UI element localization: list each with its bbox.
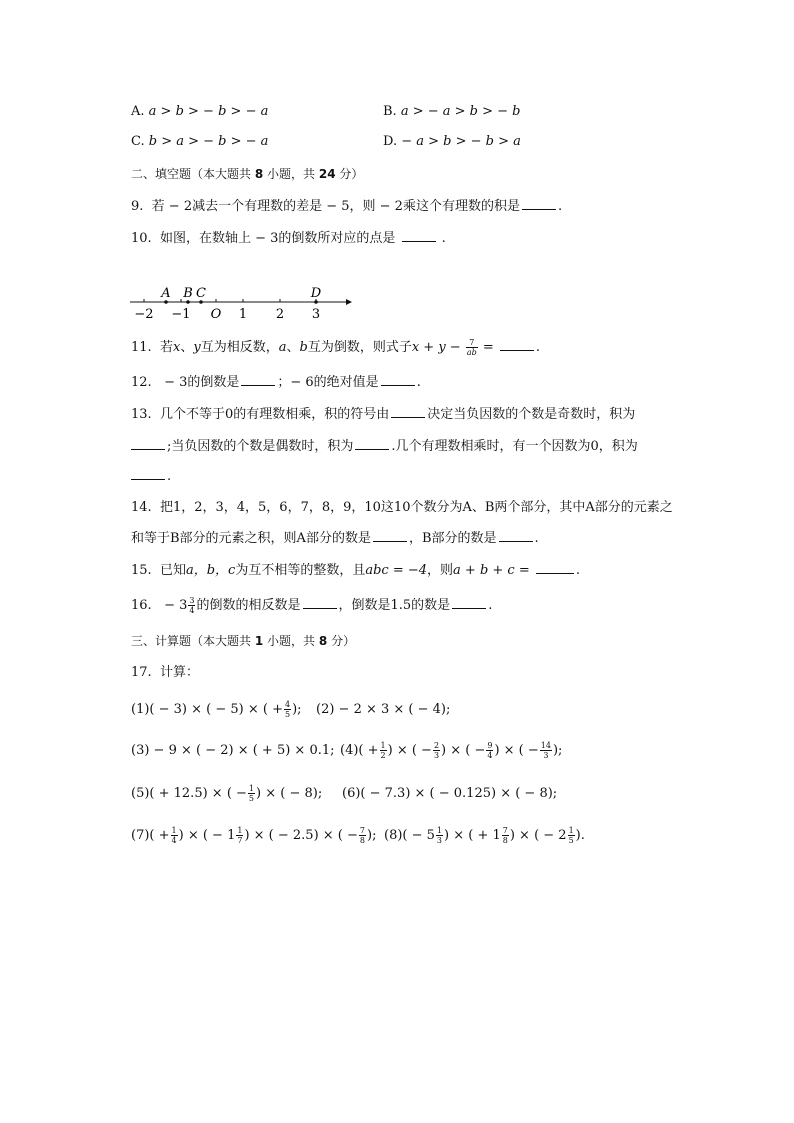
calc-expression: ). xyxy=(575,828,585,843)
question-number: 14. xyxy=(131,500,152,515)
question-text: ;当负因数的个数是偶数时，积为 xyxy=(167,439,354,454)
calc-item-5 xyxy=(131,784,322,804)
option-b xyxy=(383,102,521,122)
tick-label: 3 xyxy=(311,307,321,322)
point-label: D xyxy=(310,286,322,301)
tick-label: −2 xyxy=(134,307,154,322)
separator: 、 xyxy=(180,340,194,355)
question-number: 13. xyxy=(131,407,152,422)
answer-blank[interactable] xyxy=(402,228,436,242)
var-y: y xyxy=(193,340,201,355)
tick-label: O xyxy=(210,307,222,322)
fraction xyxy=(236,826,243,845)
expression: x + y − xyxy=(411,340,461,355)
calc-expression: ) × ( − xyxy=(441,743,486,758)
question-number: 11. xyxy=(131,340,152,355)
question-number: 9. xyxy=(131,199,144,214)
question-end: . xyxy=(441,231,446,246)
fraction-numerator: 1 xyxy=(568,826,574,835)
fraction-numerator: 7 xyxy=(466,338,478,348)
answer-blank[interactable] xyxy=(131,436,165,450)
calc-expression: ) × ( − 2 xyxy=(509,828,567,843)
question-text: 已知 xyxy=(159,563,186,578)
fraction-denominator: 2 xyxy=(380,751,386,760)
fraction xyxy=(171,826,178,845)
question-end: . xyxy=(575,563,581,578)
section-end-text: 分） xyxy=(331,634,356,648)
answer-blank[interactable] xyxy=(355,436,389,450)
section-mid-text: 小题，共 xyxy=(267,167,316,181)
fraction-denominator: 8 xyxy=(359,836,365,845)
fraction-denominator: 8 xyxy=(502,836,508,845)
expression: a + b + c = xyxy=(453,563,530,578)
question-number: 16. xyxy=(131,598,152,613)
option-d-expr: − a > b > − b > a xyxy=(401,134,521,149)
option-b-expr: a > − a > b > − b xyxy=(400,104,521,119)
fraction xyxy=(284,700,291,719)
calc-item-8 xyxy=(384,826,585,846)
option-c-expr: b > a > − b > − a xyxy=(148,134,269,149)
option-a-label: A. xyxy=(131,104,145,119)
fraction-denominator: 3 xyxy=(543,751,549,760)
question-end: . xyxy=(557,199,563,214)
calc-expression: ); xyxy=(552,743,563,758)
question-10 xyxy=(131,228,446,249)
fraction xyxy=(466,338,478,357)
calc-expression: ) × ( − 2.5) × ( − xyxy=(244,828,358,843)
calc-expression: (7)( + xyxy=(131,828,170,843)
question-end: . xyxy=(488,598,493,613)
fraction-numerator: 1 xyxy=(380,741,386,750)
question-text: 为互不相等的整数，且 xyxy=(235,563,366,578)
question-15 xyxy=(131,560,580,581)
question-text: ，B部分的数是 xyxy=(408,531,497,546)
section-heading-fill-blank xyxy=(131,164,363,184)
fraction xyxy=(380,741,387,760)
option-a xyxy=(131,102,268,122)
option-b-label: B. xyxy=(383,104,397,119)
fraction-numerator: 7 xyxy=(502,826,508,835)
calc-expression: ); xyxy=(292,702,302,717)
calc-expression: ); xyxy=(367,828,377,843)
section-score: 8 xyxy=(318,634,328,648)
question-14-line-1 xyxy=(131,498,673,518)
answer-blank[interactable] xyxy=(381,372,415,386)
number-line-figure xyxy=(126,282,356,322)
calc-expression: ) × ( − xyxy=(387,743,432,758)
separator: 、 xyxy=(286,340,300,355)
calc-expression: (5)( + 12.5) × ( − xyxy=(131,786,247,801)
question-11 xyxy=(131,337,540,358)
question-12 xyxy=(131,372,421,393)
fraction-denominator: 4 xyxy=(189,606,195,615)
fraction-denominator: 7 xyxy=(237,836,243,845)
question-number: 15. xyxy=(131,563,152,578)
calc-expression: (8)( − 5 xyxy=(384,828,435,843)
fraction-numerator: 2 xyxy=(433,741,440,750)
tick-label: −1 xyxy=(171,307,191,322)
point-label: B xyxy=(183,286,193,301)
question-text: .几个有理数相乘时，有一个因数为0，积为 xyxy=(391,439,638,454)
answer-blank[interactable] xyxy=(131,466,165,480)
question-number: 17. xyxy=(131,665,152,680)
fraction xyxy=(486,741,493,760)
fraction-numerator: 9 xyxy=(487,741,493,750)
question-end: . xyxy=(416,375,421,390)
calc-expression: ) × ( − 1 xyxy=(178,828,236,843)
calc-item-2 xyxy=(316,700,450,720)
question-13-line-1 xyxy=(131,404,635,425)
question-text: ，则 xyxy=(427,563,454,578)
question-text: 若 xyxy=(159,340,173,355)
answer-blank[interactable] xyxy=(452,595,486,609)
option-d xyxy=(383,132,521,152)
question-end: . xyxy=(535,340,541,355)
answer-blank[interactable] xyxy=(303,595,337,609)
section-title-text: 三、计算题（本大题共 xyxy=(131,634,252,648)
section-count: 1 xyxy=(254,634,264,648)
question-text: 决定当负因数的个数是奇数时，积为 xyxy=(427,407,636,422)
calc-expression: ) × ( − 8); xyxy=(256,786,323,801)
fraction-numerator: 3 xyxy=(189,596,195,605)
question-17 xyxy=(131,663,199,683)
section-score: 24 xyxy=(318,167,336,181)
question-text: 几个不等于0的有理数相乘，积的符号由 xyxy=(159,407,390,422)
option-c-label: C. xyxy=(131,134,145,149)
var-a: a xyxy=(278,340,287,355)
question-end: . xyxy=(167,469,172,484)
calc-item-7 xyxy=(131,826,376,846)
answer-blank[interactable] xyxy=(499,528,533,542)
section-mid-text: 小题，共 xyxy=(267,634,316,648)
variables: a，b，c xyxy=(185,563,236,578)
question-text: ，倒数是1.5的数是 xyxy=(338,598,451,613)
question-number: 12. xyxy=(131,375,152,390)
calc-item-4 xyxy=(340,741,562,761)
expression: abc = −4 xyxy=(365,563,428,578)
fraction-numerator: 7 xyxy=(359,826,365,835)
answer-blank[interactable] xyxy=(373,528,407,542)
question-number: 10. xyxy=(131,231,152,246)
section-end-text: 分） xyxy=(339,167,364,181)
question-16 xyxy=(131,595,492,616)
calc-item-6 xyxy=(342,784,557,804)
fraction-numerator: 4 xyxy=(284,700,291,709)
fraction-numerator: 1 xyxy=(171,826,177,835)
point-label: C xyxy=(196,286,206,301)
calc-expression: ) × ( − xyxy=(494,743,539,758)
question-text: 和等于B部分的元素之积，则A部分的数是 xyxy=(131,531,371,546)
question-text: 计算： xyxy=(159,665,199,680)
fraction-denominator: 5 xyxy=(284,710,291,719)
tick-label: 1 xyxy=(238,307,248,322)
option-c xyxy=(131,132,268,152)
question-text: ；− 6的绝对值是 xyxy=(277,375,379,390)
question-text: 的倒数的相反数是 xyxy=(196,598,301,613)
fraction xyxy=(248,784,255,803)
answer-blank[interactable] xyxy=(391,404,425,418)
question-text: − 3的倒数是 xyxy=(164,375,240,390)
fraction xyxy=(433,741,440,760)
question-text: 若 − 2减去一个有理数的差是 − 5，则 − 2乘这个有理数的积是 xyxy=(151,199,520,214)
fraction-denominator: ab xyxy=(466,348,477,357)
option-a-expr: a > b > − b > − a xyxy=(148,104,269,119)
fraction xyxy=(188,596,195,615)
var-x: x xyxy=(172,340,181,355)
fraction-denominator: 3 xyxy=(433,751,440,760)
question-text: 把1，2，3，4，5，6，7，8，9，10这10个数分为A、B两个部分，其中A部分的元素之 xyxy=(159,500,673,515)
fraction-numerator: 1 xyxy=(436,826,443,835)
fraction-denominator: 3 xyxy=(436,836,443,845)
question-14-line-2 xyxy=(131,528,539,549)
section-count: 8 xyxy=(254,167,264,181)
calc-expression: (6)( − 7.3) × ( − 0.125) × ( − 8); xyxy=(342,786,558,801)
point-label: A xyxy=(161,286,171,301)
fraction-numerator: 1 xyxy=(248,784,255,793)
fraction xyxy=(436,826,443,845)
calc-expression: ) × ( + 1 xyxy=(444,828,501,843)
fraction-denominator: 4 xyxy=(171,836,177,845)
fraction-denominator: 4 xyxy=(487,751,493,760)
calc-expression: (1)( − 3) × ( − 5) × ( + xyxy=(131,702,283,717)
answer-blank[interactable] xyxy=(241,372,275,386)
fraction-numerator: 14 xyxy=(540,741,551,750)
section-heading-calculation xyxy=(131,631,355,651)
equals-sign: = xyxy=(482,340,494,355)
question-text: 如图，在数轴上 − 3的倒数所对应的点是 xyxy=(159,231,396,246)
question-end: . xyxy=(534,531,539,546)
question-9 xyxy=(131,196,562,217)
calc-expression: (3) − 9 × ( − 2) × ( + 5) × 0.1; xyxy=(131,743,335,758)
mixed-number-whole: − 3 xyxy=(164,598,188,613)
question-text: 互为相反数， xyxy=(200,340,279,355)
fraction xyxy=(502,826,509,845)
fraction-denominator: 5 xyxy=(248,794,255,803)
calc-item-3 xyxy=(131,741,335,761)
answer-blank[interactable] xyxy=(522,196,556,210)
fraction xyxy=(568,826,575,845)
fraction-denominator: 5 xyxy=(568,836,574,845)
fraction xyxy=(359,826,366,845)
arrow-icon xyxy=(346,299,352,305)
answer-blank[interactable] xyxy=(500,337,534,351)
section-title-text: 二、填空题（本大题共 xyxy=(131,167,252,181)
fraction xyxy=(540,741,552,760)
calc-item-1 xyxy=(131,700,302,720)
calc-expression: (2) − 2 × 3 × ( − 4); xyxy=(316,702,451,717)
answer-blank[interactable] xyxy=(536,560,574,574)
question-text: 互为倒数，则式子 xyxy=(307,340,412,355)
option-d-label: D. xyxy=(383,134,398,149)
tick-label: 2 xyxy=(275,307,285,322)
fraction-numerator: 1 xyxy=(237,826,243,835)
question-13-line-3 xyxy=(131,466,171,487)
var-b: b xyxy=(299,340,308,355)
calc-expression: (4)( + xyxy=(340,743,379,758)
question-13-line-2 xyxy=(131,436,638,457)
